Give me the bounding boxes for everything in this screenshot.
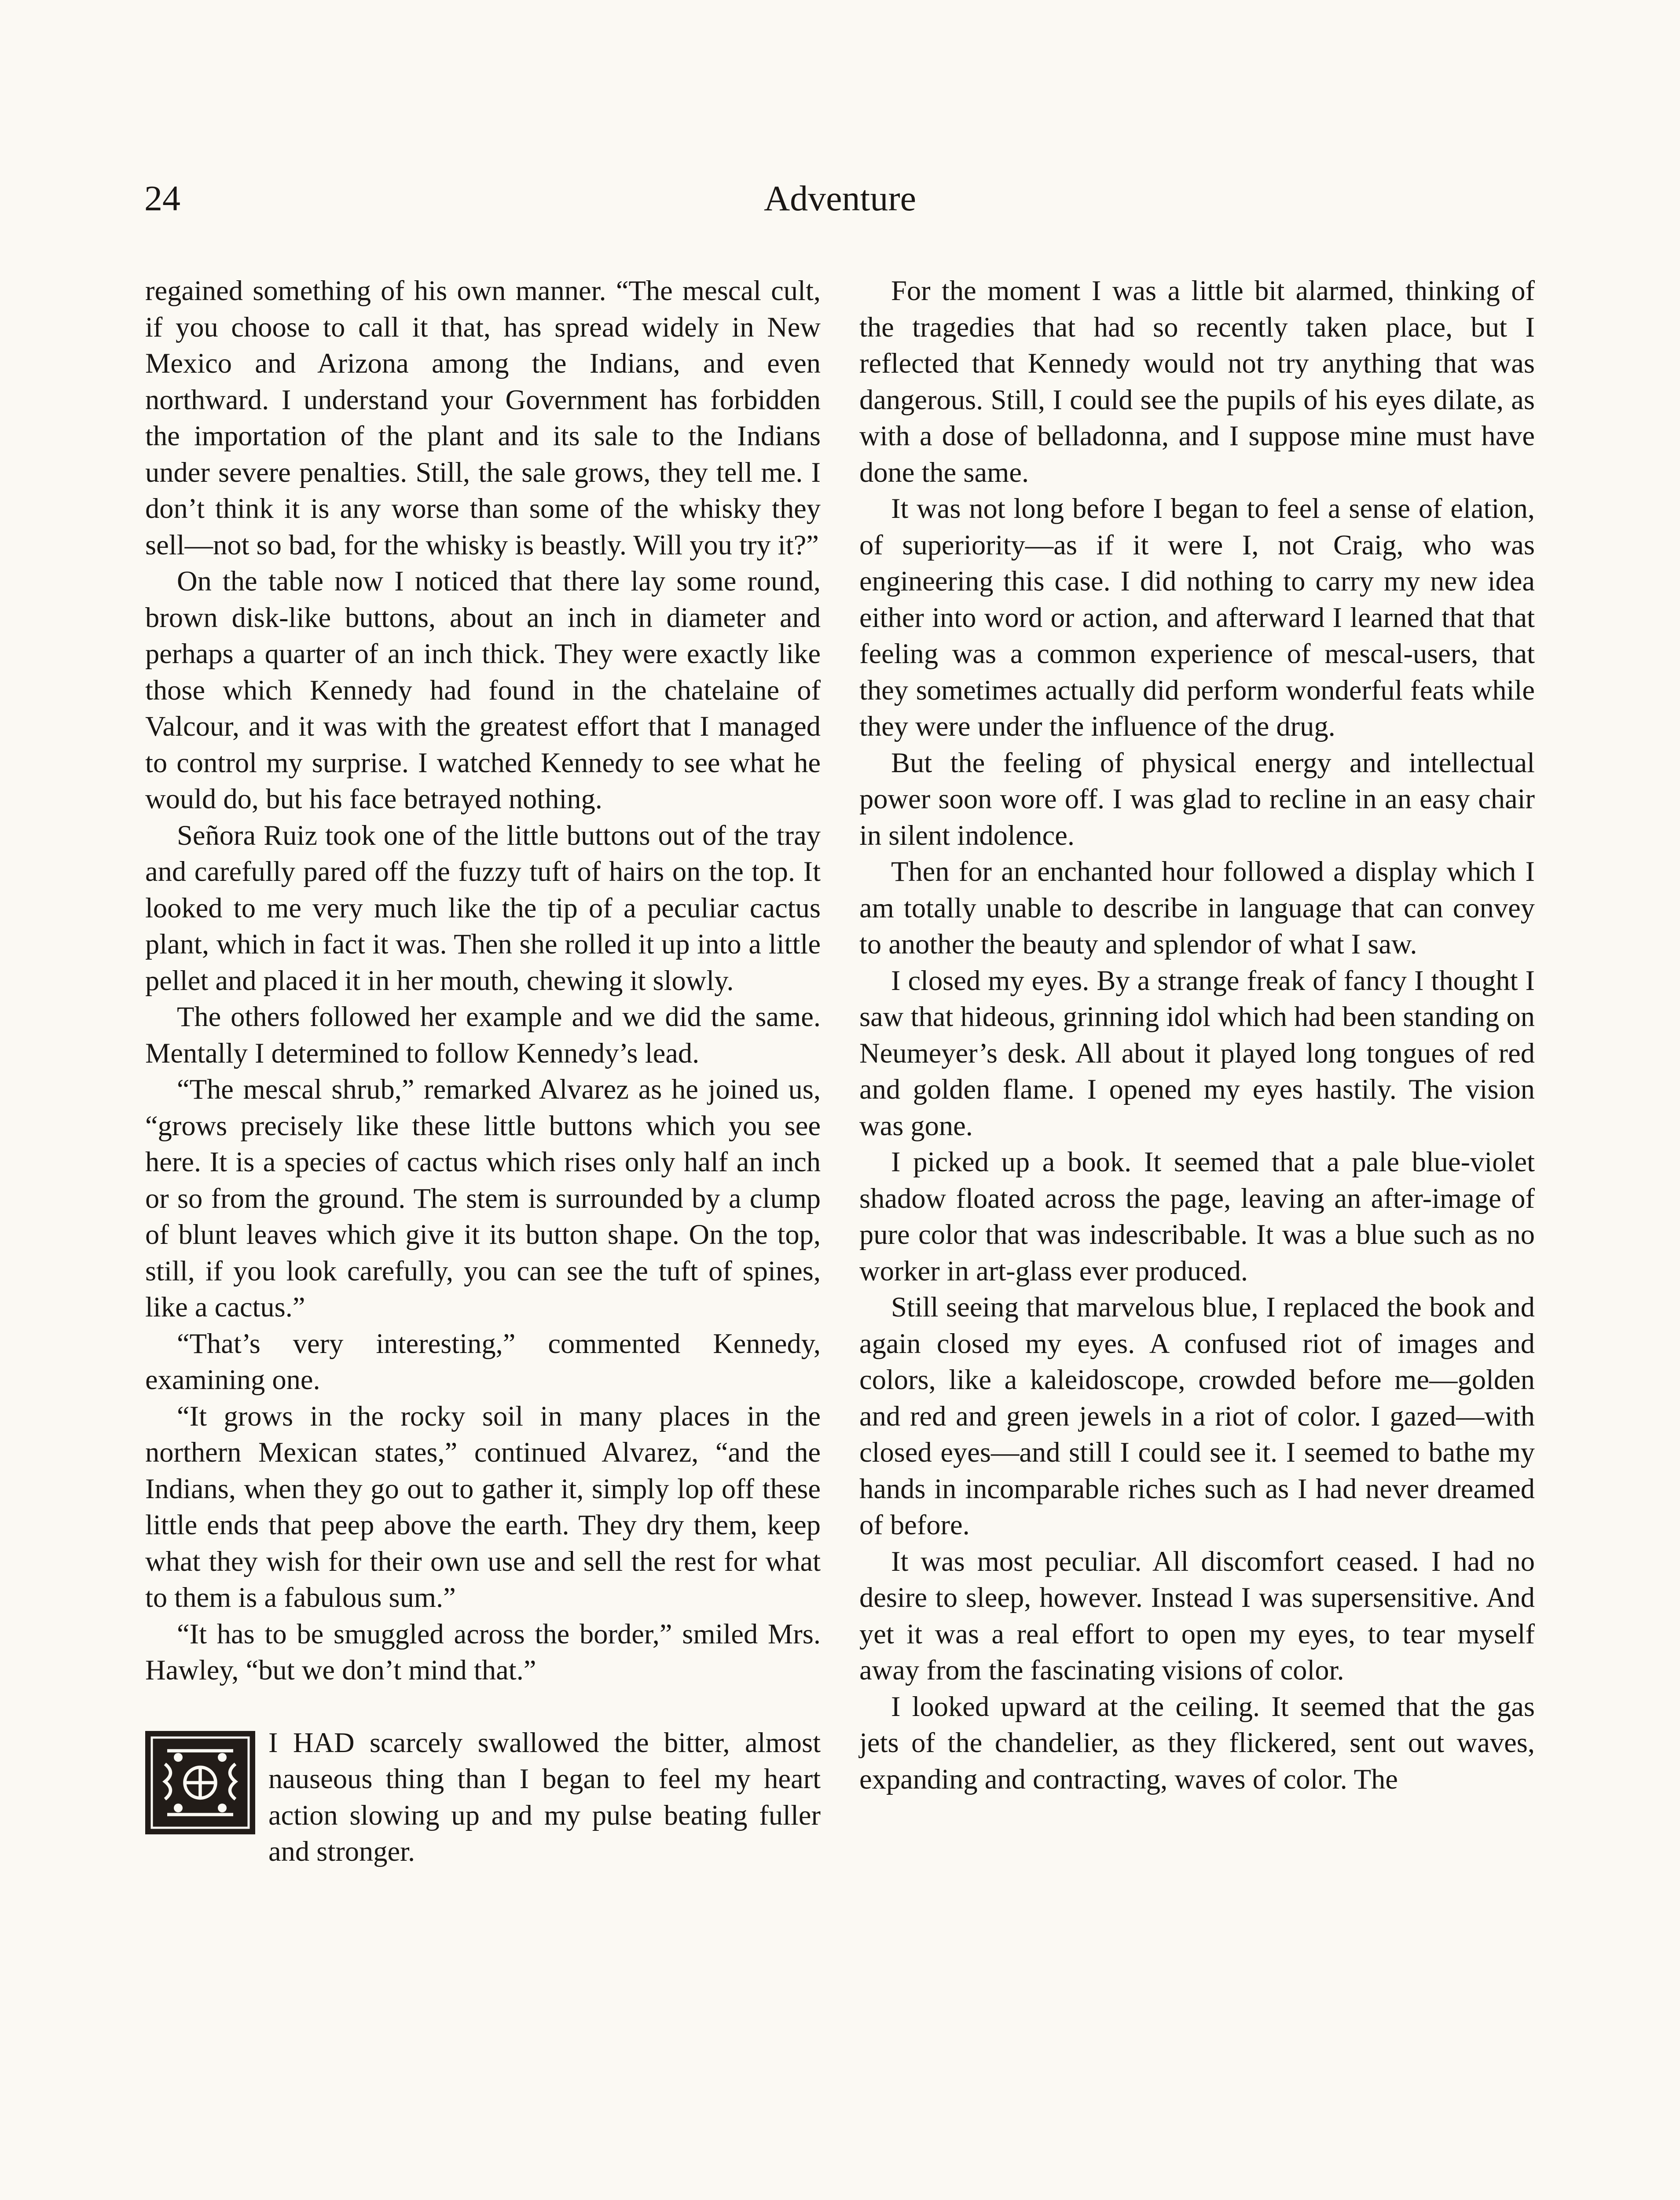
paragraph: “It has to be smuggled across the border,” smiled Mrs. Hawley, “but we don’t mind that.” [145, 1618, 821, 1686]
paragraph: But the feeling of physical energy and intellectual power soon wore off. I was glad to recline in an easy chair in silent indolence. [859, 747, 1535, 851]
paragraph: I closed my eyes. By a strange freak of fancy I thought I saw that hideous, grinning idol which had been standing on Neumeyer’s desk. All about it played long tongues of red and golden flame. I opened my eyes hastily. The vision was gone. [859, 964, 1535, 1141]
paragraph: Señora Ruiz took one of the little buttons out of the tray and carefully pared off the fuzzy tuft of hairs on the top. It looked to me very much like the tip of a peculiar cactus plant, which in fact it was. Then she rolled it up into a little pellet and placed it in her mouth, chewing it slowly. [145, 819, 821, 996]
paragraph: “That’s very interesting,” commented Kennedy, examining one. [145, 1327, 821, 1395]
running-head-title: Adventure [763, 178, 917, 218]
paragraph: It was not long before I began to feel a sense of elation, of superiority—as if it were I, not Craig, who was engineering this case. I did nothing to carry my new idea either into word or action, and afterward I learned that that feeling was a common experience of mescal-users, that they sometimes actually did perform wonderful feats while they were under the influence of the drug. [859, 493, 1535, 742]
ornamental-dropcap-icon [145, 1731, 255, 1834]
paragraph: It was most peculiar. All discomfort ceased. I had no desire to sleep, however. Instead I was supersensitive. And yet it was a real effort to open my eyes, to tear myself away from the fascinating visions of color. [859, 1545, 1535, 1686]
paragraph: For the moment I was a little bit alarmed, thinking of the tragedies that had so recently taken place, but I reflected that Kennedy would not try anything that was dangerous. Still, I could see the pupils of his eyes dilate, as with a dose of belladonna, and I suppose mine must have done the same. [859, 275, 1535, 488]
paragraph: “The mescal shrub,” remarked Alvarez as he joined us, “grows precisely like these little buttons which you see here. It is a species of cactus which rises only half an inch or so from the ground. The stem is surrounded by a clump of blunt leaves which give it its button shape. On the top, still, if you look carefully, you can see the tuft of spines, like a cactus.” [145, 1074, 821, 1323]
right-column [859, 273, 1535, 1797]
paragraph: “It grows in the rocky soil in many places in the northern Mexican states,” continued Alvarez, “and the Indians, when they go out to gather it, simply lop off these little ends that peep above the earth. They dry them, keep what they wish for their own use and sell the rest for what to them is a fabulous sum.” [145, 1400, 821, 1613]
paragraph: Then for an enchanted hour followed a display which I am totally unable to describe in language that can convey to another the beauty and splendor of what I saw. [859, 856, 1535, 960]
paragraph: On the table now I noticed that there lay some round, brown disk-like buttons, about an inch in diameter and perhaps a quarter of an inch thick. They were exactly like those which Kennedy had found in the chatelaine of Valcour, and it was with the greatest effort that I managed to control my surprise. I watched Kennedy to see what he would do, but his face betrayed nothing. [145, 565, 821, 814]
paragraph: regained something of his own manner. “The mescal cult, if you choose to call it that, has spread widely in New Mexico and Arizona among the Indians, and even northward. I understand your Government has forbidden the importation of the plant and its sale to the Indians under severe penalties. Still, the sale grows, they tell me. I don’t think it is any worse than some of the whisky they sell—not so bad, for the whisky is beastly. Will you try it?” [145, 275, 821, 561]
paragraph: I picked up a book. It seemed that a pale blue-violet shadow floated across the page, leaving an after-image of pure color that was indescribable. It was a blue such as no worker in art-glass ever produced. [859, 1146, 1535, 1287]
paragraph: I HAD scarcely swallowed the bitter, almost nauseous thing than I began to feel my heart action slowing up and my pulse beating fuller and stronger. [268, 1727, 821, 1867]
paragraph: The others followed her example and we did the same. Mentally I determined to follow Kennedy’s lead. [145, 1001, 821, 1069]
paragraph: Still seeing that marvelous blue, I replaced the book and again closed my eyes. A confused riot of images and colors, like a kaleidoscope, crowded before me—golden and red and green jewels in a riot of color. I gazed—with closed eyes—and still I could see it. I seemed to bathe my hands in incomparable riches such as I had never dreamed of before. [859, 1291, 1535, 1540]
section-opening [145, 1725, 821, 1870]
paragraph: I looked upward at the ceiling. It seemed that the gas jets of the chandelier, as they flickered, sent out waves, expanding and contracting, waves of color. The [859, 1690, 1535, 1795]
left-column [145, 273, 821, 1870]
page-number: 24 [144, 178, 180, 218]
